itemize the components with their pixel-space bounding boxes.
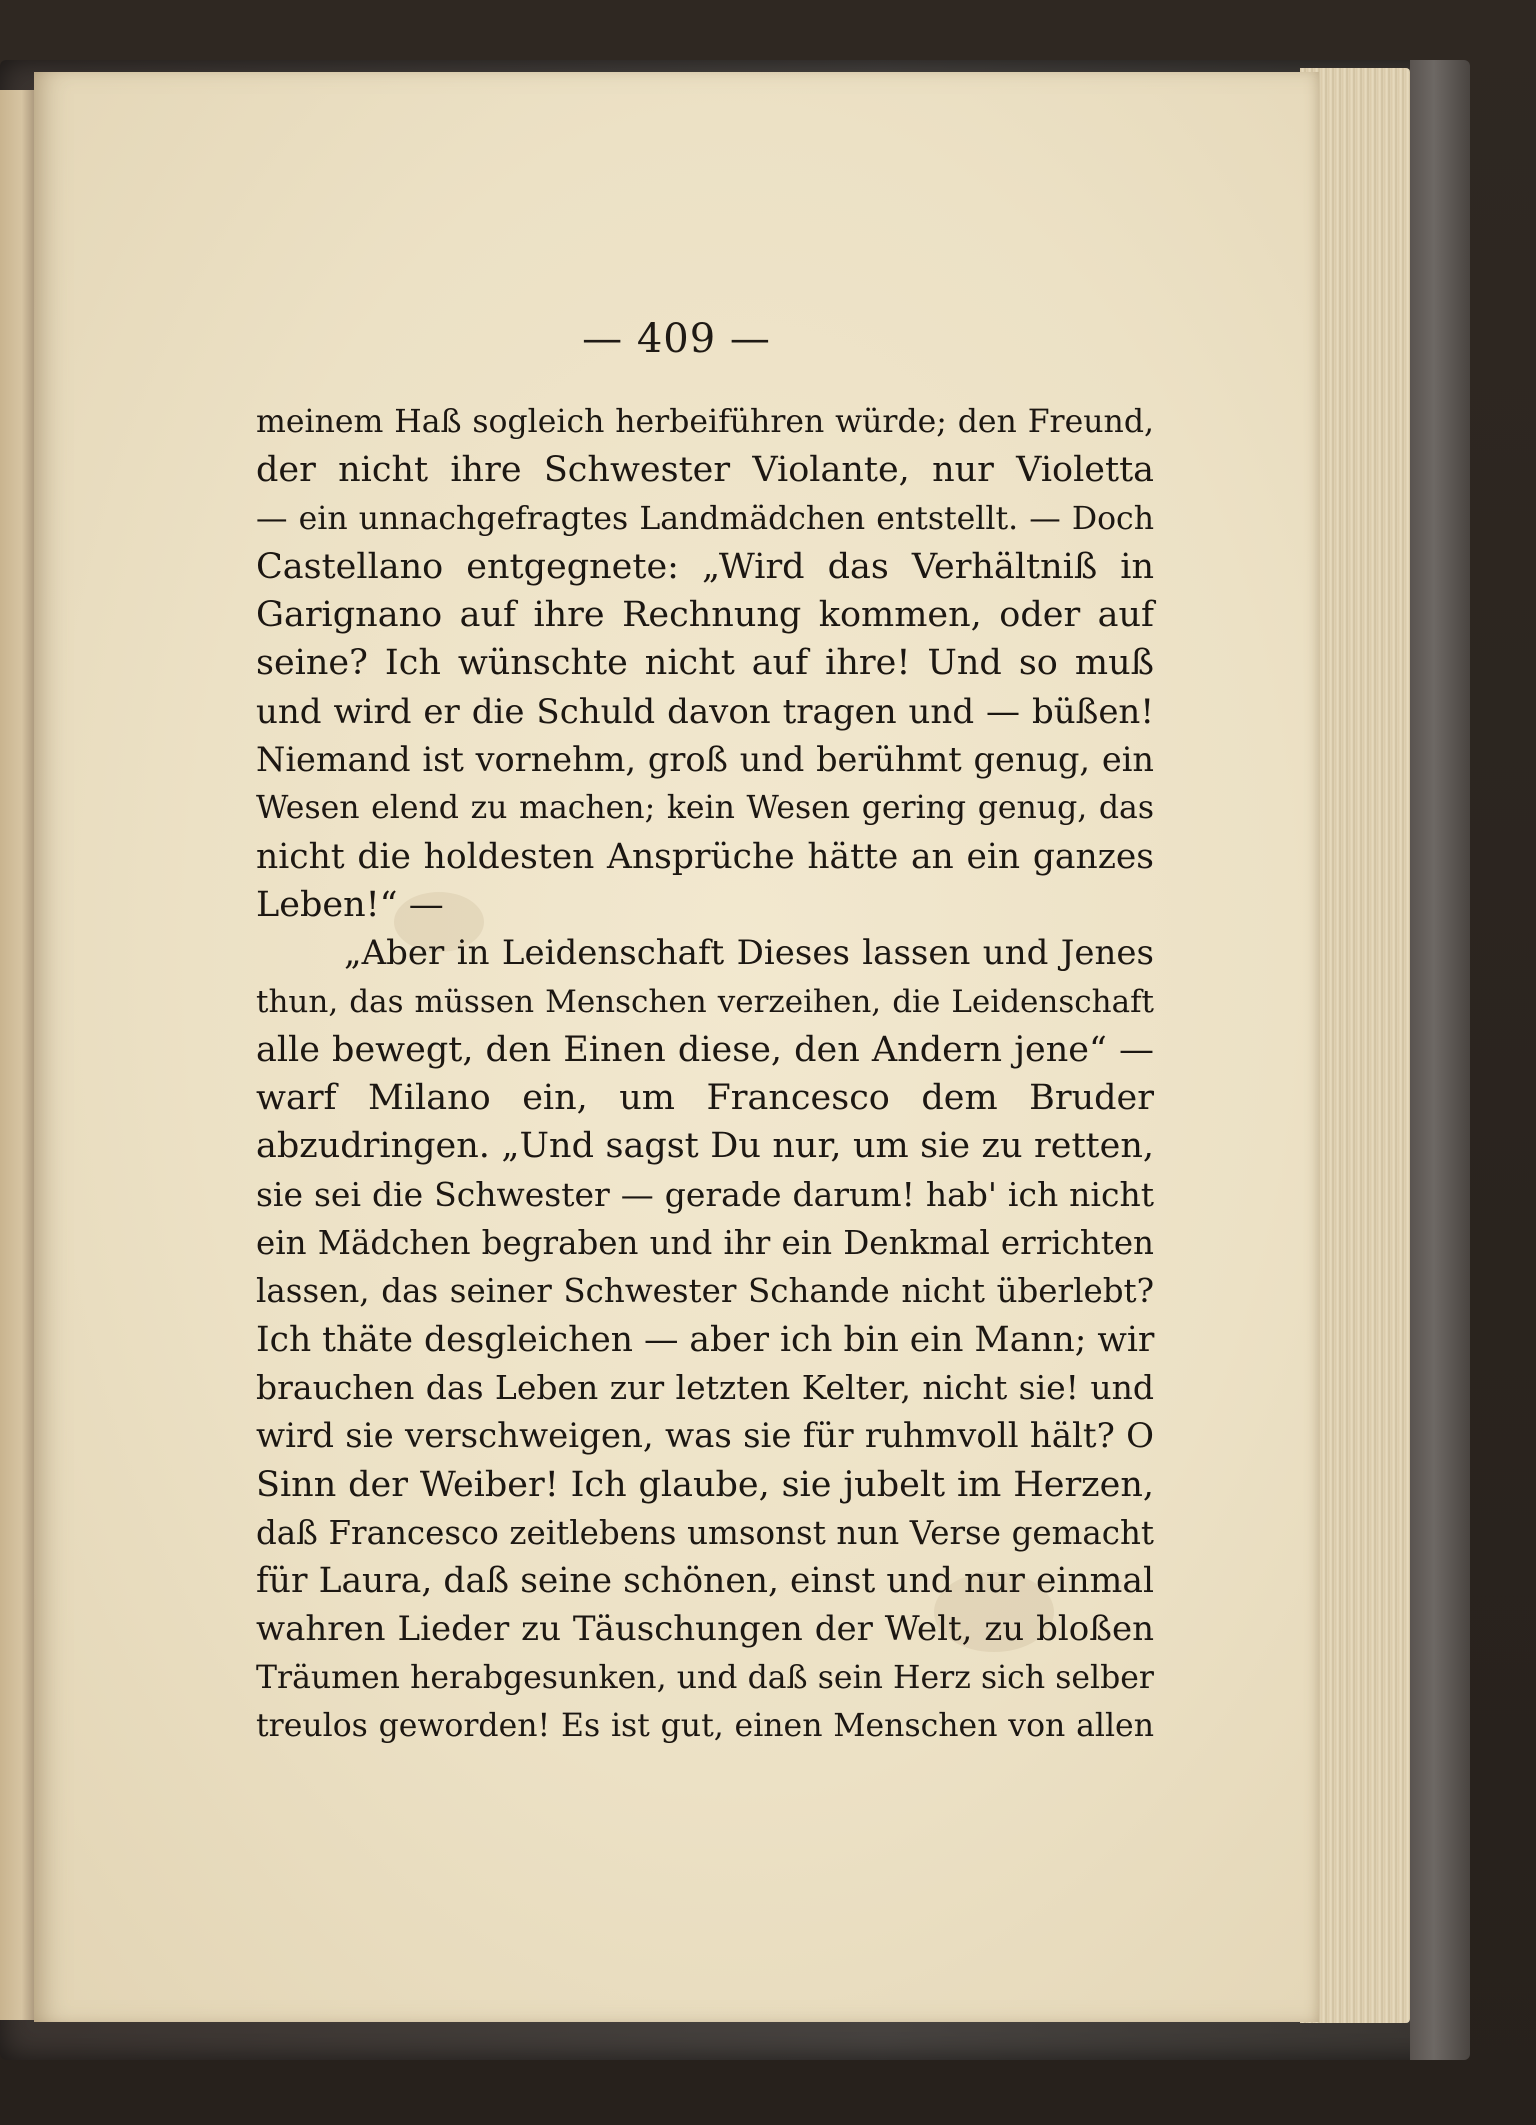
text-line: wahren Lieder zu Täuschungen der Welt, zu bloßen: [256, 1609, 1154, 1650]
book-page: [34, 72, 1319, 2022]
text-line: „Aber in Leidenschaft Dieses lassen und Jenes: [344, 933, 1154, 974]
text-line: warf Milano ein, um Francesco dem Bruder: [256, 1078, 1154, 1119]
cover-edge: [1410, 60, 1470, 2060]
text-line: der nicht ihre Schwester Violante, nur Violetta: [256, 450, 1154, 491]
text-line: Castellano entgegnete: „Wird das Verhältniß in: [256, 546, 1154, 587]
text-line: brauchen das Leben zur letzten Kelter, nicht sie! und: [256, 1367, 1154, 1407]
text-line: Wesen elend zu machen; kein Wesen gering genug, das: [256, 790, 1154, 827]
text-line: thun, das müssen Menschen verzeihen, die Leidenschaft: [256, 983, 1154, 1020]
text-line: Ich thäte desgleichen — aber ich bin ein Mann; wir: [256, 1319, 1155, 1360]
text-line: Leben!“ —: [256, 884, 444, 925]
text-line: seine? Ich wünschte nicht auf ihre! Und so muß: [256, 643, 1154, 684]
text-line: abzudringen. „Und sagst Du nur, um sie zu retten,: [256, 1126, 1154, 1167]
text-line: daß Francesco zeitlebens umsonst nun Verse gemacht: [256, 1513, 1154, 1552]
text-line: ein Mädchen begraben und ihr ein Denkmal errichten: [256, 1224, 1154, 1263]
text-line: — ein unnachgefragtes Landmädchen entstellt. — Doch: [256, 500, 1154, 537]
text-line: Sinn der Weiber! Ich glaube, sie jubelt im Herzen,: [256, 1464, 1154, 1505]
text-line: sie sei die Schwester — gerade darum! hab' ich nicht: [256, 1174, 1154, 1214]
text-line: nicht die holdesten Ansprüche hätte an ein ganzes: [256, 836, 1154, 877]
text-line: alle bewegt, den Einen diese, den Andern jene“ —: [256, 1029, 1154, 1070]
text-line: meinem Haß sogleich herbeiführen würde; den Freund,: [256, 404, 1154, 440]
text-line: für Laura, daß seine schönen, einst und nur einmal: [256, 1561, 1154, 1602]
text-line: und wird er die Schuld davon tragen und — büßen!: [256, 691, 1154, 732]
previous-page-edge: [0, 90, 38, 2020]
page-number-header: — 409 —: [582, 316, 771, 362]
text-line: Träumen herabgesunken, und daß sein Herz sich selber: [256, 1659, 1154, 1696]
text-line: Garignano auf ihre Rechnung kommen, oder auf: [256, 595, 1154, 636]
text-line: lassen, das seiner Schwester Schande nicht überlebt?: [256, 1272, 1154, 1311]
text-line: wird sie verschweigen, was sie für ruhmvoll hält? O: [256, 1416, 1154, 1457]
text-line: Niemand ist vornehm, groß und berühmt genug, ein: [256, 740, 1154, 780]
page-body-text: [256, 398, 1154, 1750]
text-line: treulos geworden! Es ist gut, einen Menschen von allen: [256, 1708, 1154, 1745]
